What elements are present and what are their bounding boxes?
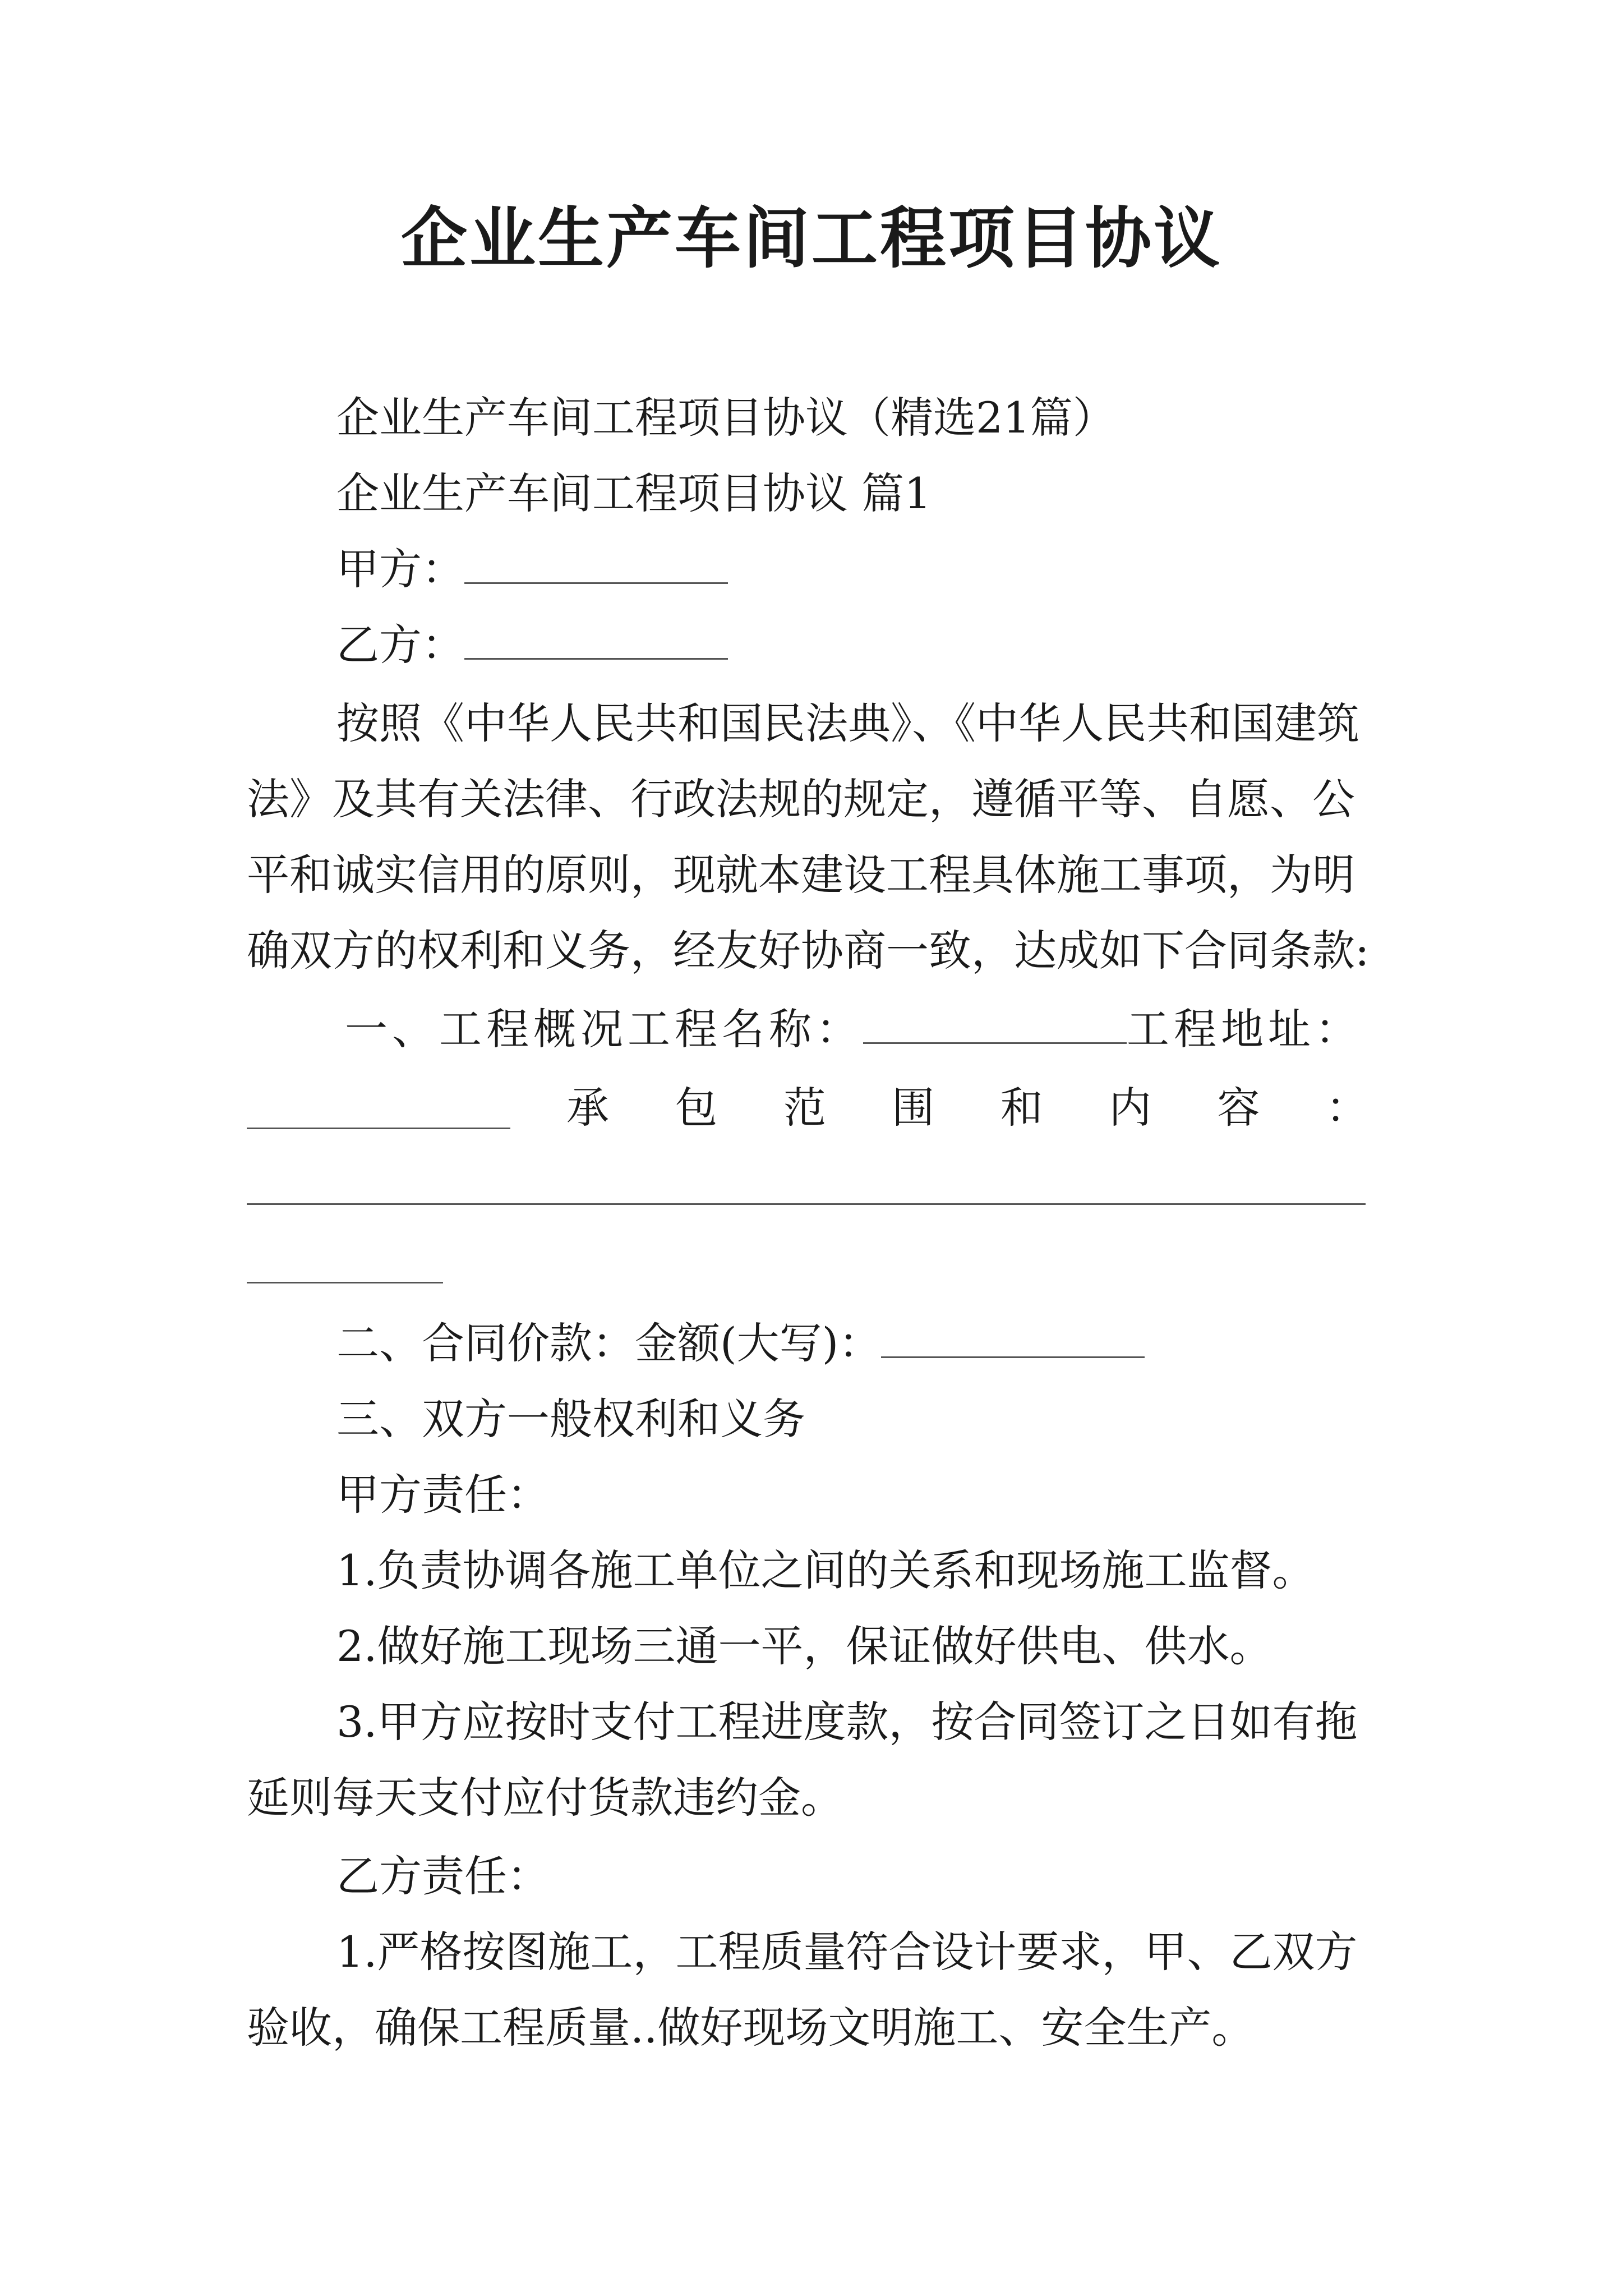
scope-label [566, 1080, 1368, 1136]
clause1-part2: 工程地址： [1127, 1004, 1362, 1054]
scope-blank-long [247, 1203, 1366, 1205]
scope-char: 围 [892, 1083, 935, 1133]
party-a-duty-3-cont: 延则每天支付应付货款违约金。 [247, 1773, 843, 1823]
scope-char: 范 [783, 1083, 826, 1133]
party-a-duty-2: 2.做好施工现场三通一平，保证做好供电、供水。 [336, 1621, 1272, 1671]
party-a-duty-3: 3.甲方应按时支付工程进度款，按合同签订之日如有拖 [336, 1697, 1358, 1747]
clause1-part1: 一、工程概况工程名称： [345, 1004, 863, 1054]
intro-line-4: 确双方的权利和义务，经友好协商一致，达成如下合同条款: [247, 926, 1370, 976]
scope-char: 容 [1217, 1083, 1260, 1133]
clause1-line [345, 1001, 1362, 1057]
subtitle: 企业生产车间工程项目协议（精选21篇） [336, 393, 1115, 443]
scope-char: ： [1325, 1083, 1368, 1133]
clause2-label: 二、合同价款：金额(大写)： [336, 1318, 882, 1368]
scope-blank-short [247, 1282, 443, 1283]
party-a-duty-1: 1.负责协调各施工单位之间的关系和现场施工监督。 [336, 1545, 1315, 1595]
intro-line-1: 按照《中华人民共和国民法典》、《中华人民共和国建筑 [336, 698, 1359, 748]
party-a-label: 甲方： [336, 544, 464, 594]
project-name-blank [863, 1010, 1127, 1044]
party-a-blank [464, 550, 728, 584]
party-b-duty-1-cont: 验收，确保工程质量..做好现场文明施工、安全生产。 [247, 2003, 1255, 2053]
document-title: 企业生产车间工程项目协议 [400, 199, 1222, 277]
intro-line-3: 平和诚实信用的原则，现就本建设工程具体施工事项，为明 [247, 850, 1355, 900]
scope-char: 包 [675, 1083, 718, 1133]
scope-char: 内 [1109, 1083, 1152, 1133]
party-b-blank [464, 625, 728, 660]
intro-line-2: 法》及其有关法律、行政法规的规定，遵循平等、自愿、公 [247, 774, 1355, 824]
section-heading: 企业生产车间工程项目协议 篇1 [336, 468, 932, 518]
party-b-duty-heading: 乙方责任： [336, 1851, 550, 1901]
party-b-line [336, 617, 728, 673]
clause2-line [336, 1315, 1145, 1372]
clause3-heading: 三、双方一般权利和义务 [336, 1394, 805, 1444]
party-b-duty-1: 1.严格按图施工，工程质量符合设计要求，甲、乙双方 [336, 1927, 1358, 1977]
scope-char: 和 [1000, 1083, 1043, 1133]
party-a-duty-heading: 甲方责任： [336, 1470, 550, 1520]
project-address-blank [247, 1128, 510, 1129]
party-b-label: 乙方： [336, 620, 464, 670]
amount-blank [881, 1324, 1145, 1358]
party-a-line [336, 541, 728, 597]
scope-char: 承 [566, 1083, 609, 1133]
